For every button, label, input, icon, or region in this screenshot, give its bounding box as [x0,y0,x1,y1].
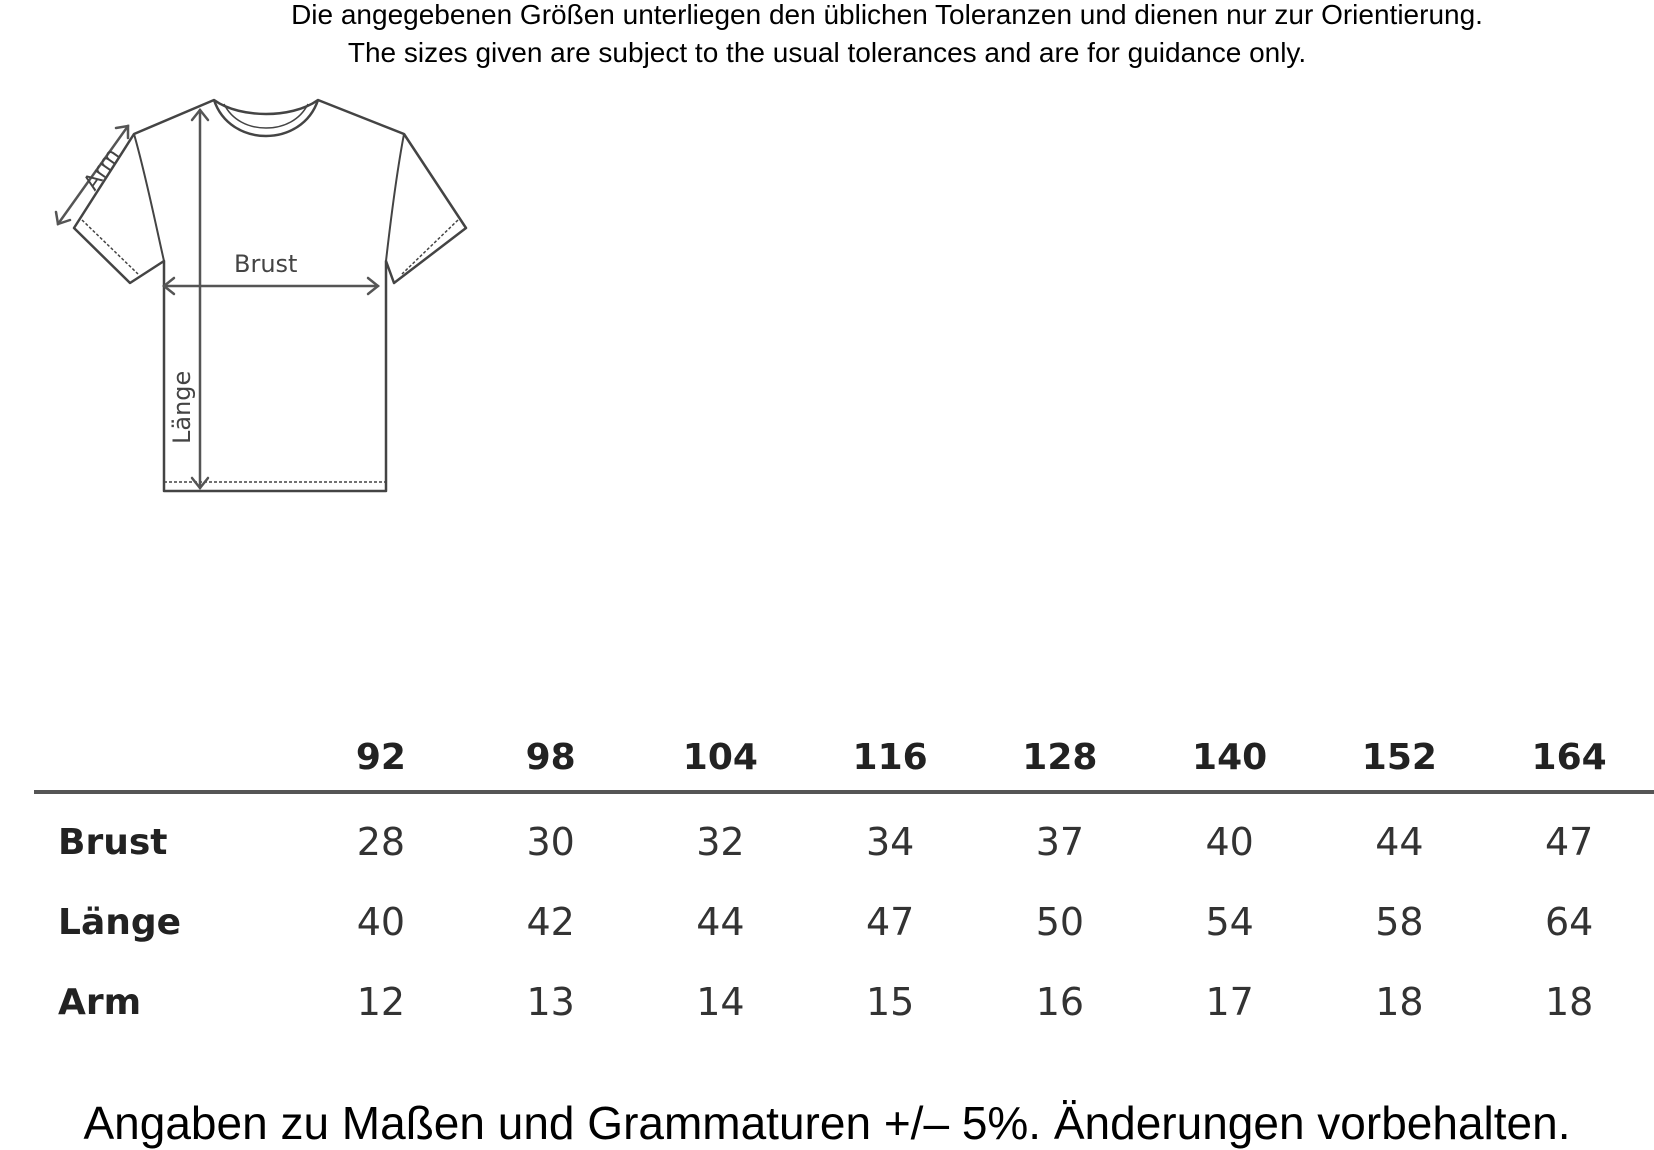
chest-label: Brust [234,250,298,278]
disclaimer-german: Die angegebenen Größen unterliegen den üblichen Toleranzen und dienen nur zur Orientierung. [291,0,1483,30]
table-cell: 12 [356,980,406,1024]
table-cell: 50 [1035,900,1085,944]
size-column-header: 164 [1484,716,1654,792]
table-cell: 14 [696,980,745,1024]
table-cell: 40 [356,900,406,944]
table-cell: 18 [1375,980,1424,1024]
table-cell: 13 [526,980,575,1024]
table-cell: 28 [356,820,406,864]
tshirt-measurement-diagram [52,96,492,526]
row-label: Brust [58,821,168,863]
table-cell: 15 [865,980,915,1024]
table-corner [34,716,296,792]
table-cell: 34 [865,820,915,864]
size-column-header: 104 [636,716,806,792]
size-column-header: 152 [1315,716,1485,792]
table-cell: 54 [1205,900,1254,944]
tshirt-outline-icon [74,100,466,491]
table-cell: 32 [696,820,745,864]
table-cell: 18 [1544,980,1594,1024]
table-row-brust [34,792,1654,882]
size-table [34,716,1654,1042]
table-cell: 42 [526,900,575,944]
table-cell: 47 [1544,820,1594,864]
table-cell: 16 [1035,980,1085,1024]
footer-note: Angaben zu Maßen und Grammaturen +/– 5%. Änderungen vorbehalten. [83,1097,1571,1149]
size-column-header: 140 [1145,716,1315,792]
row-label: Arm [58,981,142,1023]
size-header-row [34,716,1654,792]
table-cell: 30 [526,820,575,864]
size-column-header: 92 [296,716,466,792]
size-column-header: 128 [975,716,1145,792]
size-column-header: 116 [805,716,975,792]
table-cell: 17 [1205,980,1254,1024]
length-label: Länge [168,370,196,444]
table-row-arm [34,962,1654,1042]
table-cell: 47 [865,900,915,944]
table-cell: 44 [1375,820,1424,864]
table-cell: 37 [1035,820,1085,864]
arm-label: Arm [79,143,126,196]
table-cell: 44 [696,900,745,944]
size-column-header: 98 [466,716,636,792]
table-cell: 58 [1375,900,1424,944]
table-row-laenge [34,882,1654,962]
table-cell: 64 [1544,900,1594,944]
disclaimer-english: The sizes given are subject to the usual tolerances and are for guidance only. [347,37,1307,68]
row-label: Länge [58,901,182,943]
table-cell: 40 [1205,820,1254,864]
